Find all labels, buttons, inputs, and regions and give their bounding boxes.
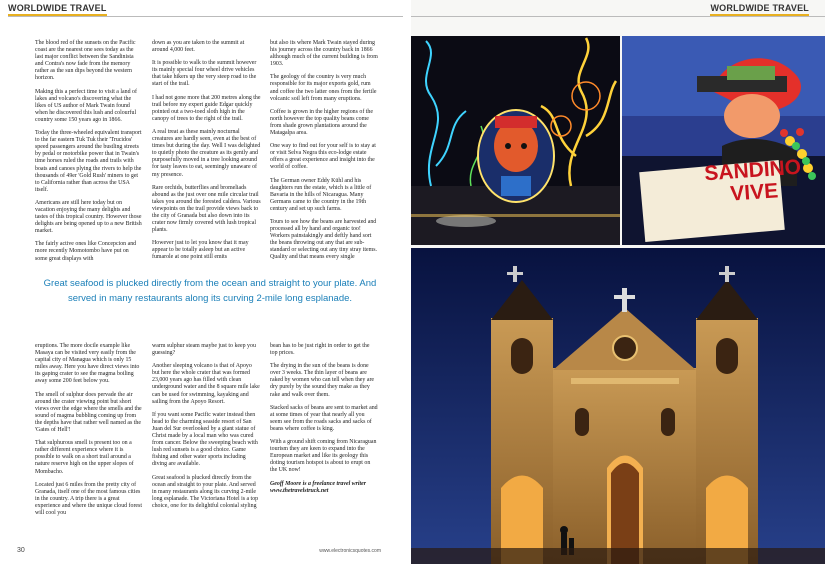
photo-colonial-church (411, 248, 825, 564)
paragraph: Making this a perfect time to visit a land of lakes and volcano's discovering what the likes of US author of Mark Twain found when he discovered this lush and colourful country some 150 years ago in 1866. (35, 88, 137, 123)
left-page (0, 0, 411, 564)
article-column-4 (35, 343, 143, 523)
paragraph: warm sulphur steam maybe just to keep you guessing? (152, 343, 256, 357)
paragraph: One way to find out for your self is to stay at or visit Selva Negra this eco-lodge estate offers a great experience and insight into the world of coffee. (270, 143, 376, 171)
paragraph: Americans are still here today but on vacation enjoying the many delights and tastes of this tropical country. However those delights are being opened up to a new British market. (35, 199, 142, 235)
article-column-5 (152, 343, 260, 516)
paragraph: Another sleeping volcano is that of Apoyo but here the whole crater that was formed 23,000 years ago has filled with clean underground water and the 8 square mile lake can be used for swimming, kayaking and sailing from the Apoyo Resort. (152, 363, 260, 405)
article-column-3 (270, 40, 378, 268)
right-page (411, 0, 825, 564)
author-byline: Geoff Moore is a freelance travel writer www.thetravelstruck.net (270, 480, 367, 494)
paragraph: It is possible to walk to the summit however its mainly special four wheel drive vehicles that take hikers up the very steep road to the start of the trail. (152, 60, 257, 88)
section-tag: WORLDWIDE TRAVEL (710, 3, 809, 16)
paragraph: The fairly active ones like Concepcion and more recently Momotombo have put on some great displays with (35, 241, 137, 262)
paragraph: down as you are taken to the summit at around 4,000 feet. (152, 40, 245, 54)
header-rule (411, 16, 825, 17)
footer-url: www.electronicsquotes.com (319, 548, 381, 554)
article-column-2 (152, 40, 262, 268)
paragraph: Today the three-wheeled equivalent transport to the far eastern Tuk Tuk their 'Trucidos' speed passengers around the bustling streets by pedal or motorbike power that in Twain's time horses ruled the roads and trails with boats and canoes plying the rivers to help the thousands of 49er 'Gold Rush' miners to get to California rather than across the USA itself. (35, 130, 142, 193)
paragraph: That sulphurous smell is present too on a rather different experience where it is possible to walk on a short trail around a nature reserve high on the upper slopes of Mombacho. (35, 440, 134, 475)
paragraph: but also its where Mark Twain stayed during his journey across the country back in 1866 although much of the current building is from 1903. (270, 40, 378, 68)
paragraph: With a ground shift coming from Nicaraguan tourism they are keen to expand into the European market and like its geology this doting tourism hotspot is about to erupt on the UK now! (270, 439, 377, 474)
paragraph: The smell of sulphur does pervade the air around the crater viewing point but short views over the edge where the smells and the sound of magma bubbling coming up from the depths have that rather well named as the 'Gates of Hell'! (35, 391, 142, 434)
article-column-6 (270, 343, 378, 501)
paragraph: The German owner Eddy Kühl and his daughters run the estate, which is a little of Bavaria in the hills of Nicaragua. Many Germans came to the country in the 19th century and set up such farms. (270, 177, 372, 212)
paragraph: However just to let you know that it may appear to be totally asleep but an active fumarole at one point still emits (152, 240, 249, 261)
paragraph: Located just 6 miles from the pretty city of Granada, itself one of the most famous cities in the country. A trip there is a great experience and where the unique cloud forest will cool you (35, 481, 142, 516)
article-column-1 (35, 40, 142, 269)
page-number: 30 (17, 547, 25, 554)
paragraph: A real treat as these mainly nocturnal creatures are hardly seen, even at the best of times but during the day. Well I was delighted to quietly photo the creature as its gently and purposefully moved in a tree looking around for tasty leaves to eat, seemingly unaware of my presence. (152, 128, 261, 178)
paragraph: The geology of the country is very much responsible for its major exports gold, rum and coffee the two latter ones from the fertile volcanic soil left from many eruptions. (270, 74, 377, 102)
pull-quote: Great seafood is plucked directly from the ocean and straight to your plate. And served in many restaurants along its curving 2-mile long esplanade. (43, 278, 377, 304)
mural-text: SANDINO VIVE (703, 155, 802, 206)
paragraph: I had not gone more that 200 metres along the trail before my expert guide Edgar quickly pointed out a two-toed sloth high in the canopy of trees to the right of the trail. (152, 94, 261, 122)
paragraph: eruptions. The more docile example like Masaya can be visited very easily from the capital city of Managua which is only 15 miles away. Here you have direct views into its gaping crater to see the magma boiling away some 200 feet below you. (35, 343, 140, 385)
paragraph: bean has to be just right in order to get the top prices. (270, 343, 370, 357)
paragraph: Rare orchids, butterflies and bromeliads abound as the just over one mile circular trail takes you around the forested caldera. Various viewpoints on the trail provide views back to the city of Granada but also down into its crater now firmly covered with lush tropical plants. (152, 184, 261, 234)
paragraph: The blood red of the sunsets on the Pacific coast are the nearest one sees today as the last major conflict between the Sandinista and Contra's now fade from the memory rather as the sun dips beyond the western horizon. (35, 40, 136, 82)
paragraph: The drying in the sun of the beans is done over 3 weeks. The thin layer of beans are raked by women who can tell when they are dry purely by the sound they make as they rake and walk over them. (270, 363, 375, 398)
photo-night-street-sculptures (411, 36, 620, 245)
paragraph: Stacked sacks of beans are sent to market and at some times of year that nearly all you seem see from the roads sacks and sacks of beans where coffee is king. (270, 404, 378, 432)
section-tag: WORLDWIDE TRAVEL (8, 3, 107, 16)
paragraph: Tours to see how the beans are harvested and processed all by hand and organic too! Workers painstakingly and deftly hand sort the beans throwing out any that are sub-standard or selecting out any tiny stray items. Quality and that means every single (270, 218, 377, 261)
photo-sandino-mural (622, 36, 825, 245)
header-rule (8, 16, 403, 17)
paragraph: If you want some Pacific water instead then head to the charming seaside resort of San Juan del Sur overlooked by a giant statue of Christ made by a local man who was cured from cancer. Below the sweeping beach with lush red sunsets is a good choice. Game fishing and other water sports including diving are available. (152, 411, 258, 468)
paragraph: Coffee is grown in the higher regions of the north however the top quality beans come from shade grown plantations around the Matagalpa area. (270, 108, 373, 137)
paragraph: Great seafood is plucked directly from the ocean and straight to your plate. And served in many restaurants along its curving 2-mile long esplanade. The Victoriana Hotel is a top choice, one for its delightful colonial styling (152, 474, 259, 509)
